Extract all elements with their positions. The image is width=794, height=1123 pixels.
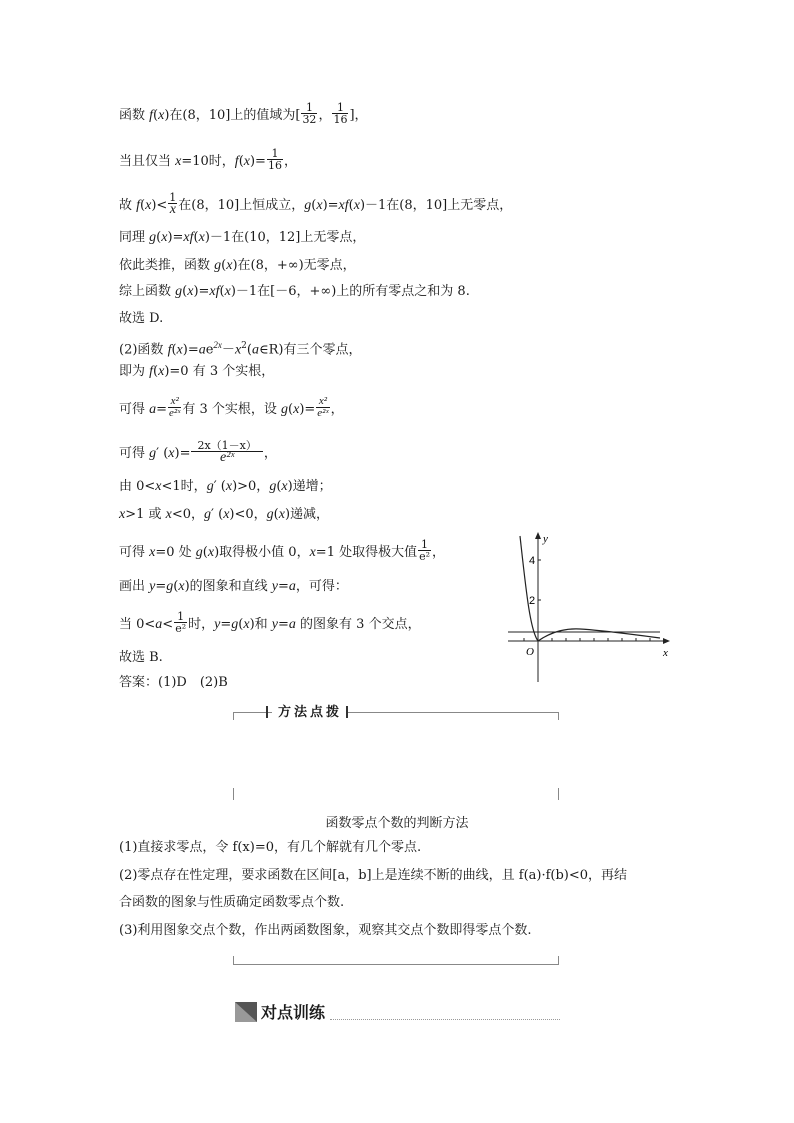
solution-line-6: 综上函数 g(x)=xf(x)－1在[－6，+∞)上的所有零点之和为 8. (119, 284, 470, 299)
solution-line-12: 由 0<x<1时，g′ (x)>0，g(x)递增； (119, 479, 332, 494)
fraction: $\frac{2x(1-x)}{\text{e²ˣ}}$ (191, 440, 262, 463)
curve-g-x (520, 536, 660, 641)
function-graph (500, 530, 680, 690)
tick-label-4: 4 (529, 555, 536, 567)
section-underline (330, 1019, 560, 1020)
solution-line-13: x>1 或 x<0，g′ (x)<0，g(x)递减， (119, 507, 330, 522)
method-point-2b: 合函数的图象与性质确定函数零点个数. (119, 895, 345, 910)
title-bar-right (346, 706, 348, 718)
method-box-corner (233, 788, 234, 800)
var: x (158, 108, 165, 123)
fraction: $\frac{\text{x²}}{\text{e²ˣ}}$ (169, 395, 181, 419)
y-axis-label: y (543, 533, 548, 545)
method-box-title: 方法点拨 (272, 701, 348, 720)
solution-line-15: 画出 y=g(x)的图象和直线 y=a，可得： (119, 579, 348, 594)
text: ( (153, 108, 159, 123)
x-axis-label: x (663, 647, 668, 659)
fraction: $\frac{1}{\text{e²}}$ (419, 538, 431, 563)
solution-line-4: 同理 g(x)=xf(x)－1在(10，12]上无零点， (119, 230, 366, 245)
solution-line-1 (119, 101, 368, 127)
solution-line-16: 当 0<a< $\frac{1}{\text{e²}}$ 时，y=g(x)和 y=a 的图象有 3 个交点， (119, 610, 421, 635)
solution-line-3: 故 f(x)< $\frac{1}{x}$ 在(8，10]上恒成立，g(x)=xf(x)－1在(8，10]上无零点， (119, 191, 513, 217)
method-box-corner (558, 712, 559, 720)
fraction: $\frac{\text{x²}}{\text{e²ˣ}}$ (317, 395, 329, 419)
method-box-corner (558, 956, 559, 964)
method-box-bottom-border (233, 964, 559, 965)
method-box-corner (233, 956, 234, 964)
solution-line-5: 依此类推，函数 g(x)在(8，+∞)无零点， (119, 258, 356, 273)
var: f (149, 108, 154, 123)
fraction: $\frac{1}{x}$ (169, 191, 177, 217)
solution-line-2: 当且仅当 x=10时，f(x)= $\frac{1}{16}$ ， (119, 147, 297, 172)
section-title: 对点训练 (261, 1003, 326, 1022)
solution-line-14: 可得 x=0 处 g(x)取得极小值 0，x=1 处取得极大值 $\frac{1}{\text{e²}}$ ， (119, 538, 446, 563)
method-heading: 函数零点个数的判断方法 (325, 816, 469, 831)
text: ， (318, 108, 332, 123)
section-marker-triangle (235, 1002, 257, 1022)
fraction: $\frac{1}{\text{e²}}$ (175, 610, 187, 635)
method-point-1: (1)直接求零点，令 f(x)=0，有几个解就有几个零点. (119, 840, 422, 855)
origin-label: O (526, 646, 534, 658)
text: ]， (349, 108, 368, 123)
text: 函数 (119, 108, 150, 123)
solution-line-9: 即为 f(x)=0 有 3 个实根， (119, 364, 275, 379)
fraction: $\frac{1}{16}$ (267, 147, 282, 172)
method-box-corner (233, 712, 234, 720)
tick-label-2: 2 (529, 595, 536, 607)
solution-line-17: 故选 B. (119, 650, 163, 665)
method-point-3: (3)利用图象交点个数，作出两函数图象，观察其交点个数即得零点个数. (119, 923, 532, 938)
solution-line-11: 可得 g′ (x)= $\frac{2x(1-x)}{\text{e²ˣ}}$ ， (119, 439, 277, 465)
text: )在(8，10]上的值域为[ (164, 108, 301, 123)
method-point-2a: (2)零点存在性定理，要求函数在区间[a，b]上是连续不断的曲线，且 f(a)·f(b)<0，再结 (119, 868, 628, 883)
solution-line-8: (2)函数 $f(x)=ae^{2x}-x^2(a\in R)$有三个零点， (119, 340, 362, 358)
answer-line: 答案：(1)D (2)B (119, 675, 228, 690)
fraction: $\frac{1}{32}$ (302, 101, 317, 126)
fraction: $\frac{1}{16}$ (333, 101, 348, 126)
title-bar-left (266, 706, 268, 718)
solution-line-7: 故选 D. (119, 311, 164, 326)
method-box-corner (558, 788, 559, 800)
solution-line-10: 可得 a= $\frac{\text{x²}}{\text{e²ˣ}}$ 有 3 个实根，设 g(x)= $\frac{\text{x²}}{\text{e²ˣ}}$ ， (119, 395, 344, 419)
